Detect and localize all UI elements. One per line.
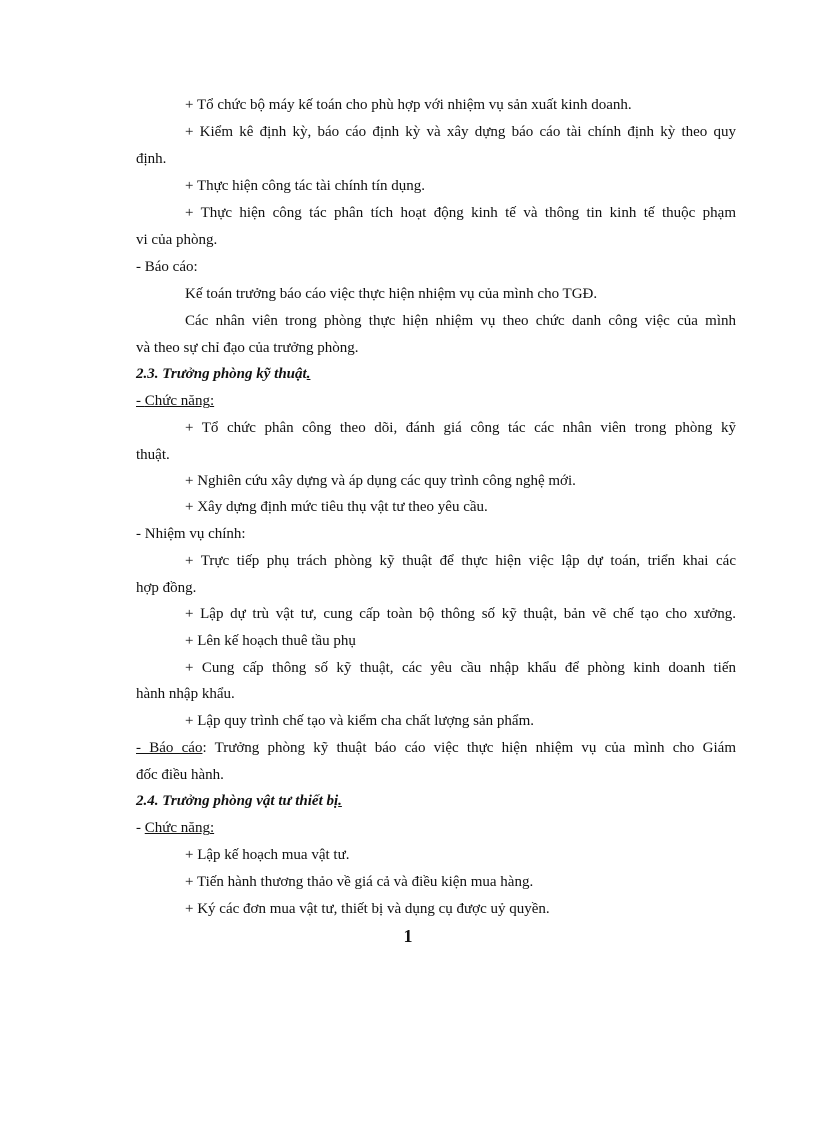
section-heading: [136, 791, 342, 811]
paragraph-line: đốc điều hành.: [136, 767, 224, 783]
function-prefix: -: [136, 820, 145, 836]
paragraph-line: + Tổ chức bộ máy kế toán cho phù hợp với nhiệm vụ sản xuất kinh doanh.: [185, 97, 632, 113]
paragraph-line: Các nhân viên trong phòng thực hiện nhiệm vụ theo chức danh công việc của mình: [185, 313, 736, 329]
paragraph-line: + Tổ chức phân công theo dõi, đánh giá công tác các nhân viên trong phòng kỹ: [185, 420, 736, 436]
paragraph-line: và theo sự chỉ đạo của trưởng phòng.: [136, 340, 359, 356]
paragraph-line: - Nhiệm vụ chính:: [136, 526, 246, 542]
report-label: - Báo cáo: [136, 740, 203, 756]
function-label: Chức năng: [144, 820, 210, 836]
paragraph-line: Kế toán trưởng báo cáo việc thực hiện nhiệm vụ của mình cho TGĐ.: [185, 286, 598, 302]
function-label: Chức năng: [144, 393, 210, 409]
paragraph-line: + Lên kế hoạch thuê tầu phụ: [185, 633, 356, 649]
paragraph-line: thuật.: [136, 447, 170, 463]
paragraph-line: + Trực tiếp phụ trách phòng kỹ thuật để thực hiện việc lập dự toán, triển khai các: [185, 553, 736, 569]
paragraph-line: + Lập quy trình chế tạo và kiểm cha chất lượng sản phẩm.: [185, 713, 534, 729]
section-heading-text: 2.3. Trưởng phòng kỹ thuật: [136, 366, 307, 382]
paragraph-line: + Thực hiện công tác tài chính tín dụng.: [185, 178, 426, 194]
page-number: 1: [403, 926, 413, 946]
report-line: [136, 738, 736, 758]
paragraph-line: + Nghiên cứu xây dựng và áp dụng các quy trình công nghệ mới.: [185, 473, 576, 489]
paragraph-line: + Ký các đơn mua vật tư, thiết bị và dụng cụ được uỷ quyền.: [185, 901, 550, 917]
paragraph-line: + Tiến hành thương thảo về giá cả và điều kiện mua hàng.: [185, 874, 534, 890]
paragraph-line: hợp đồng.: [136, 580, 197, 596]
paragraph-line: - Báo cáo:: [136, 259, 198, 275]
paragraph-line: + Kiểm kê định kỳ, báo cáo định kỳ và xây dựng báo cáo tài chính định kỳ theo quy: [185, 124, 736, 140]
paragraph-line: hành nhập khẩu.: [136, 686, 235, 702]
paragraph-line: vi của phòng.: [136, 232, 218, 248]
heading-period: .: [338, 793, 342, 809]
heading-period: .: [306, 366, 311, 382]
section-heading-text: 2.4. Trưởng phòng vật tư thiết bị: [136, 793, 339, 809]
function-colon: :: [209, 393, 215, 409]
paragraph-line: + Lập dự trù vật tư, cung cấp toàn bộ thông số kỹ thuật, bản vẽ chế tạo cho xưởng.: [185, 606, 736, 622]
paragraph-line: + Xây dựng định mức tiêu thụ vật tư theo yêu cầu.: [185, 499, 488, 515]
section-heading: [136, 364, 310, 384]
report-text: : Trưởng phòng kỹ thuật báo cáo việc thực hiện nhiệm vụ của mình cho Giám: [202, 740, 736, 756]
function-colon: :: [209, 820, 215, 836]
function-prefix: -: [136, 393, 145, 409]
paragraph-line: + Lập kế hoạch mua vật tư.: [185, 847, 350, 863]
paragraph-line: + Thực hiện công tác phân tích hoạt động kinh tế và thông tin kinh tế thuộc phạm: [185, 205, 736, 221]
function-label-line: [136, 391, 214, 411]
paragraph-line: định.: [136, 151, 167, 167]
paragraph-line: + Cung cấp thông số kỹ thuật, các yêu cầu nhập khẩu để phòng kinh doanh tiến: [185, 660, 736, 676]
function-label-line: [136, 818, 214, 838]
